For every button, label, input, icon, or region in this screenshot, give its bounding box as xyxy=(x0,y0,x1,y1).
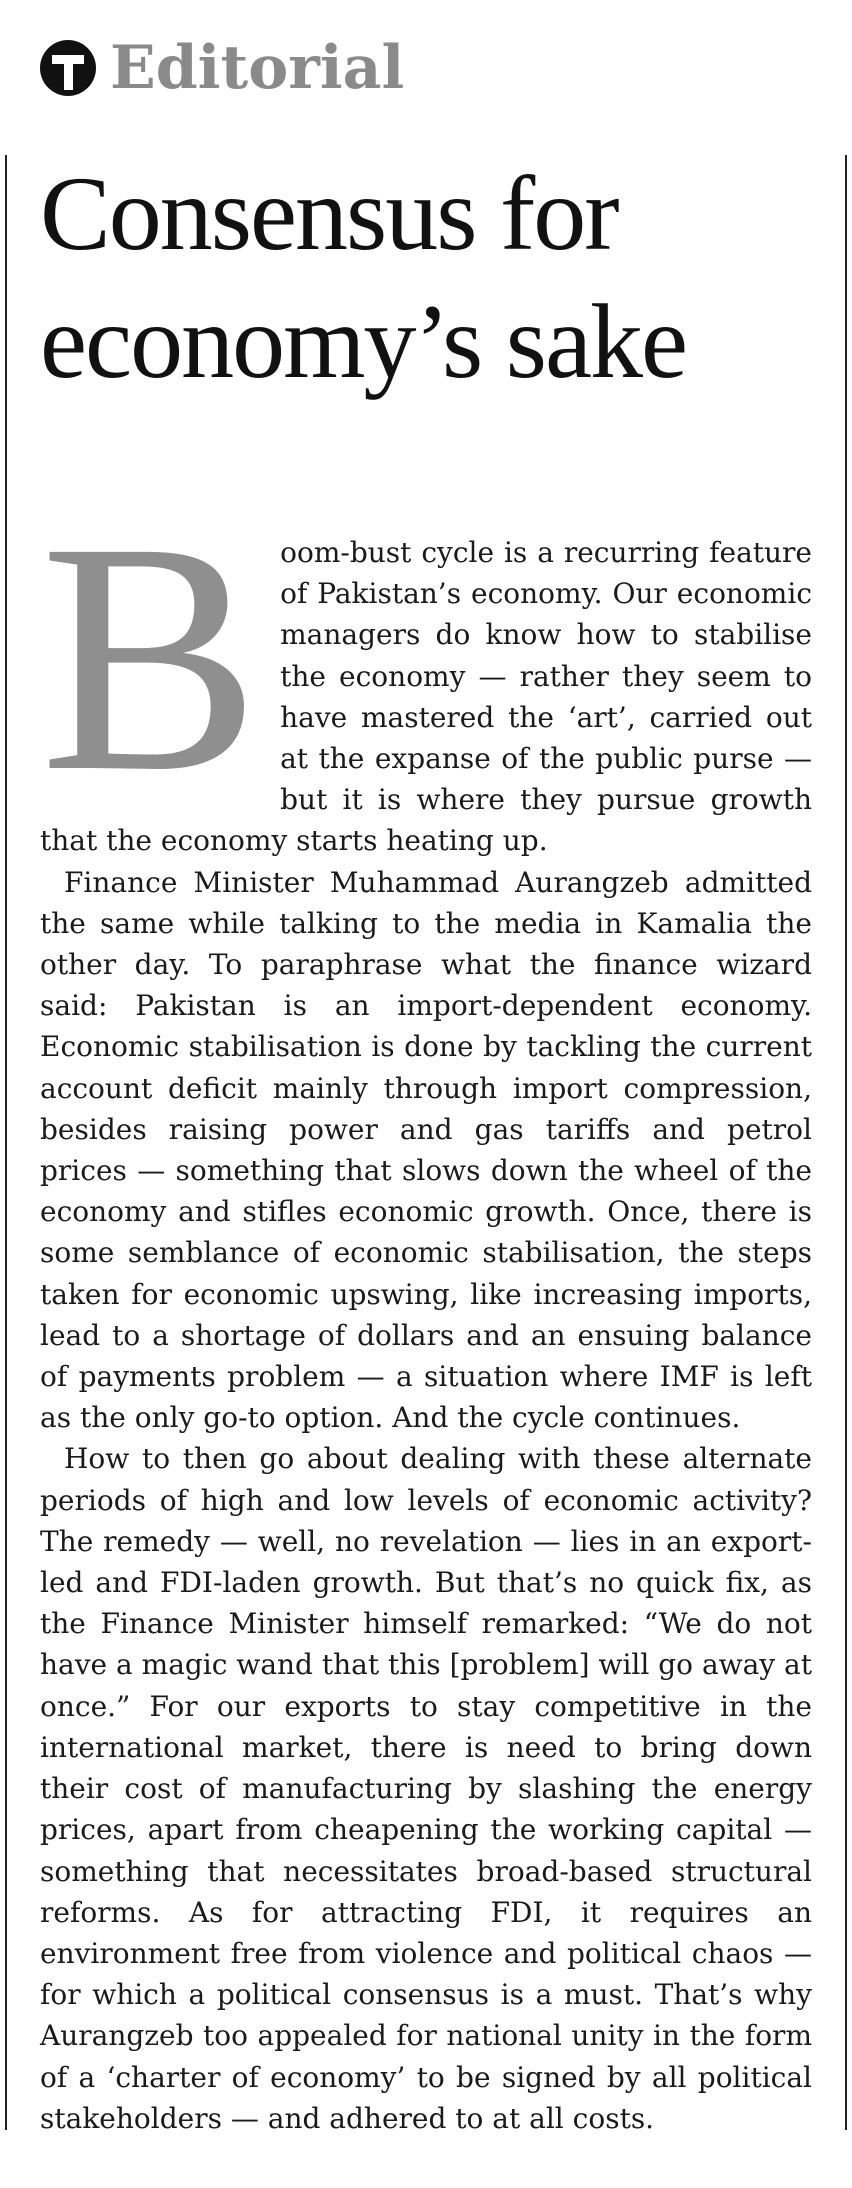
paragraph-1-text: oom-bust cycle is a recurring feature of Pakistan’s economy. Our economic managers do know how to stabilise the economy — rather they seem to have mastered the ‘art’, carried out at the expanse of the public purse — but it is where they pursue growth that the economy starts heating up. xyxy=(40,536,812,858)
headline: Consensus for economy’s sake xyxy=(40,155,687,400)
section-header xyxy=(40,28,404,108)
article-paragraph-2: Finance Minister Muhammad Aurangzeb admitted the same while talking to the media in Kamalia the other day. To paraphrase what the finance wizard said: Pakistan is an import-dependent economy. Economic stabilisation is done by tackling the current account deficit mainly through import compression, besides raising power and gas tariffs and petrol prices — something that slows down the wheel of the economy and stifles economic growth. Once, there is some semblance of economic stabilisation, the steps taken for economic upswing, like increasing imports, lead to a shortage of dollars and an ensuing balance of payments problem — a situation where IMF is left as the only go-to option. And the cycle continues. xyxy=(40,865,812,1435)
article-body xyxy=(40,475,812,2139)
left-column-rule xyxy=(5,155,7,2130)
article-paragraph-3: How to then go about dealing with these alternate periods of high and low levels of economic activity? The remedy — well, no revelation — lies in an export-led and FDI-laden growth. But that’s no quick fix, as the Finance Minister himself remarked: “We do not have a magic wand that this [problem] will go away at once.” For our exports to stay competitive in the international market, there is need to bring down their cost of manufacturing by slashing the energy prices, apart from cheapening the working capital — something that necessitates broad-based structural reforms. As for attracting FDI, it requires an environment free from violence and political chaos — for which a political consensus is a must. That’s why Aurangzeb too appealed for national unity in the form of a ‘charter of economy’ to be signed by all political stakeholders — and adhered to at all costs. xyxy=(40,1442,812,2135)
right-column-rule xyxy=(845,155,847,2130)
section-label: Editorial xyxy=(110,33,405,103)
newspaper-logo-icon xyxy=(40,40,96,96)
article-paragraph-1 xyxy=(40,475,812,862)
drop-cap: B xyxy=(40,475,261,840)
